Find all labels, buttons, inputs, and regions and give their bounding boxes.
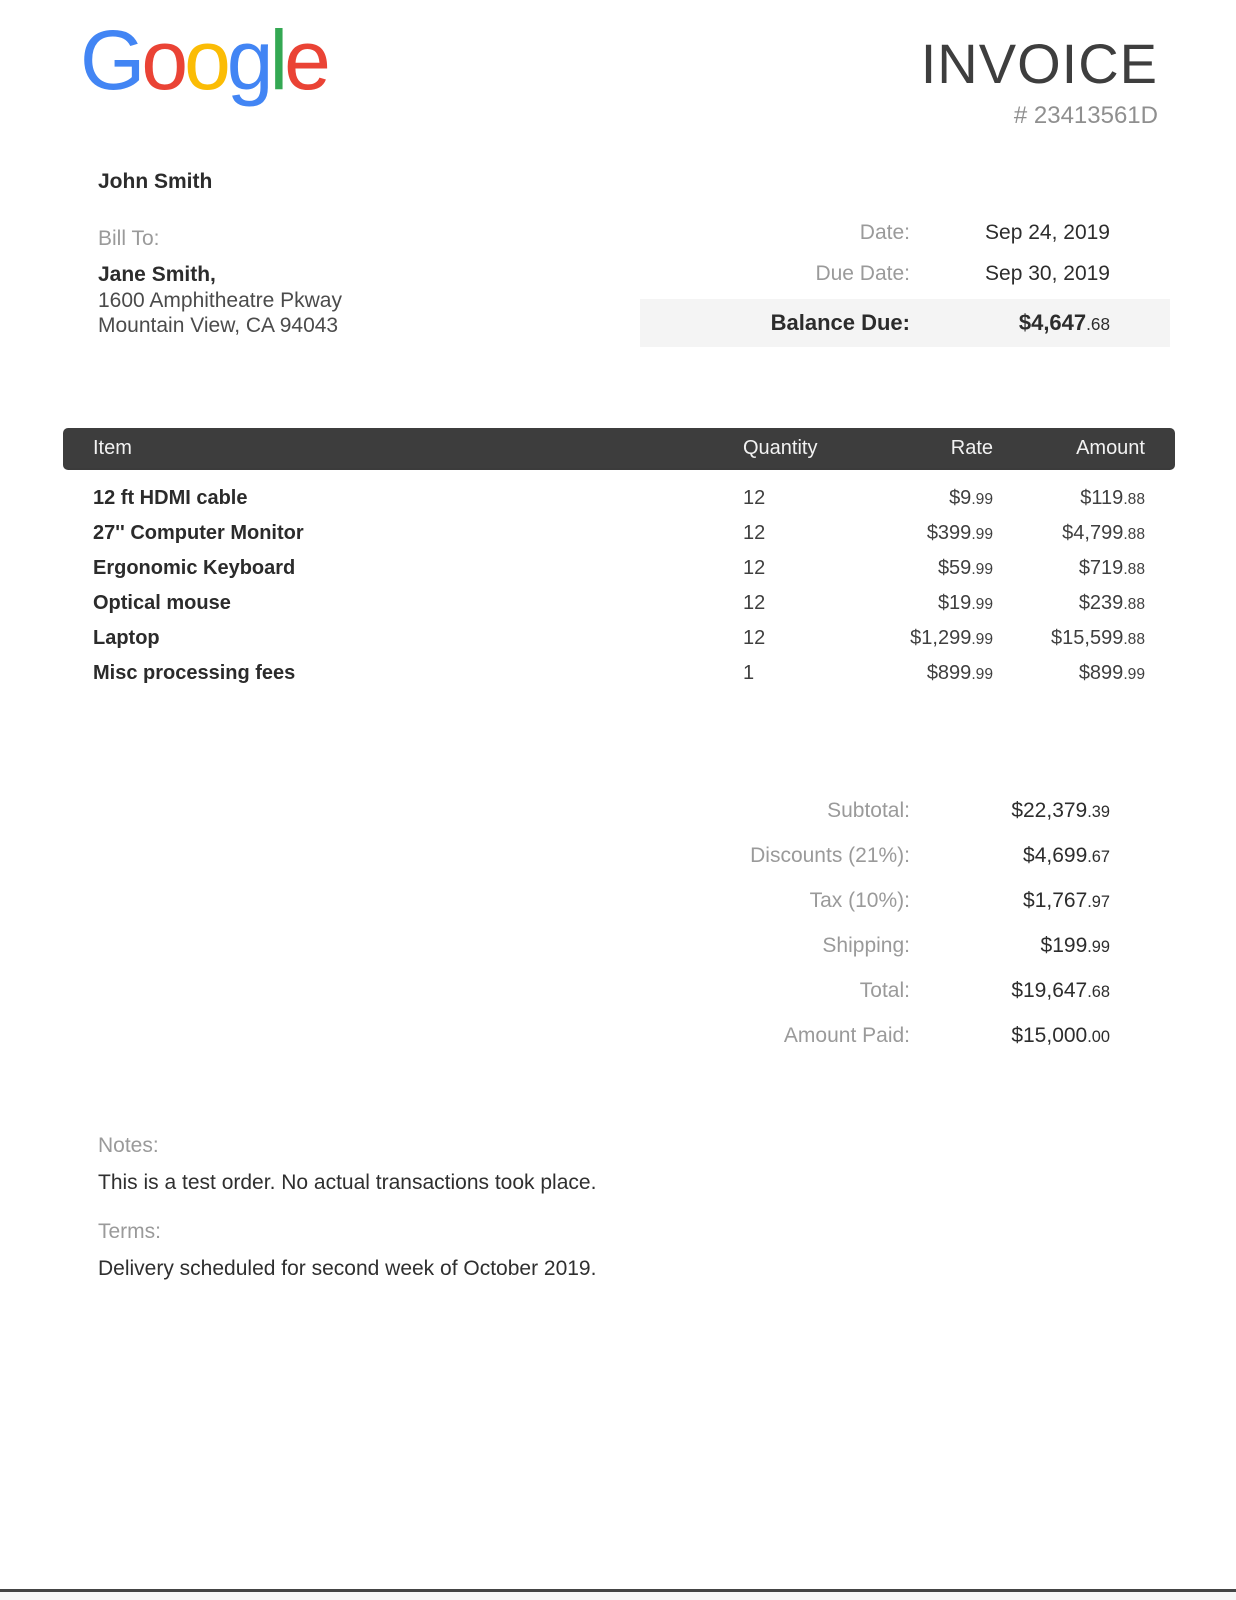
item-quantity: 12 <box>743 627 766 649</box>
total-row <box>640 788 1170 833</box>
table-body <box>63 468 1175 691</box>
logo-letter: l <box>269 13 285 107</box>
logo-letter: e <box>284 13 327 107</box>
item-name: Ergonomic Keyboard <box>93 557 296 579</box>
balance-due-value: $4,647.68 <box>1018 310 1110 335</box>
total-row <box>640 923 1170 968</box>
item-name: 27'' Computer Monitor <box>93 522 304 544</box>
logo-letter: g <box>226 13 270 107</box>
item-name: Laptop <box>93 627 160 649</box>
item-rate: $59.99 <box>937 557 993 579</box>
item-name: 12 ft HDMI cable <box>93 487 248 509</box>
column-header-quantity: Quantity <box>743 436 818 459</box>
table-row <box>93 621 1145 656</box>
item-rate: $1,299.99 <box>910 627 993 649</box>
item-rate: $19.99 <box>937 592 993 614</box>
invoice-number: # 23413561D <box>1013 102 1158 129</box>
date-label: Date: <box>859 220 910 244</box>
column-header-rate: Rate <box>950 436 993 459</box>
logo-letter: G <box>80 13 142 107</box>
bill-to-address-line1: 1600 Amphitheatre Pkway <box>98 289 342 312</box>
balance-due-label: Balance Due: <box>770 310 910 335</box>
due-date-value: Sep 30, 2019 <box>985 261 1110 285</box>
due-date-label: Due Date: <box>815 261 910 285</box>
table-row <box>93 656 1145 691</box>
total-row <box>640 833 1170 878</box>
total-label: Shipping: <box>822 933 910 957</box>
date-row <box>640 212 1170 253</box>
item-amount: $719.88 <box>1078 557 1145 579</box>
notes-terms-section <box>98 1133 596 1281</box>
total-value: $22,379.39 <box>1011 798 1110 822</box>
item-quantity: 1 <box>743 662 755 684</box>
item-rate: $899.99 <box>926 662 993 684</box>
item-rate: $9.99 <box>949 487 993 509</box>
items-table <box>63 428 1175 691</box>
total-value: $19,647.68 <box>1011 978 1110 1002</box>
balance-due-row <box>640 299 1170 347</box>
sender-name: John Smith <box>98 170 213 193</box>
total-value: $199.99 <box>1040 933 1110 957</box>
logo-letter: o <box>184 13 227 107</box>
total-label: Tax (10%): <box>809 888 910 912</box>
total-label: Total: <box>859 978 910 1002</box>
item-amount: $15,599.88 <box>1051 627 1145 649</box>
bill-to-name: Jane Smith, <box>98 263 216 286</box>
table-header <box>63 428 1175 468</box>
totals-section <box>640 788 1170 1058</box>
item-quantity: 12 <box>743 487 766 509</box>
logo-letter: o <box>141 13 185 107</box>
page-title: INVOICE <box>920 32 1158 95</box>
table-row <box>93 551 1145 586</box>
due-date-row <box>640 253 1170 294</box>
item-name: Misc processing fees <box>93 662 296 684</box>
notes-label: Notes: <box>98 1134 159 1157</box>
total-row <box>640 1013 1170 1058</box>
item-name: Optical mouse <box>93 592 231 614</box>
item-amount: $899.99 <box>1078 662 1145 684</box>
bill-to-address-line2: Mountain View, CA 94043 <box>98 314 339 337</box>
item-rate: $399.99 <box>926 522 993 544</box>
bill-to-block <box>98 227 342 338</box>
invoice-summary <box>640 212 1170 347</box>
item-quantity: 12 <box>743 592 766 614</box>
table-row <box>93 481 1145 516</box>
column-header-item: Item <box>93 436 132 459</box>
item-quantity: 12 <box>743 522 766 544</box>
page-tail <box>0 1592 1236 1600</box>
bill-to-label: Bill To: <box>98 227 160 250</box>
item-amount: $239.88 <box>1078 592 1145 614</box>
date-value: Sep 24, 2019 <box>985 220 1110 244</box>
total-value: $4,699.67 <box>1023 843 1110 867</box>
notes-text: This is a test order. No actual transactions took place. <box>98 1171 597 1194</box>
table-row <box>93 516 1145 551</box>
total-label: Discounts (21%): <box>750 843 910 867</box>
total-label: Amount Paid: <box>783 1023 910 1047</box>
terms-label: Terms: <box>98 1220 161 1243</box>
total-label: Subtotal: <box>827 798 910 822</box>
total-value: $1,767.97 <box>1023 888 1110 912</box>
total-row <box>640 968 1170 1013</box>
item-quantity: 12 <box>743 557 766 579</box>
item-amount: $119.88 <box>1080 487 1145 509</box>
google-logo <box>80 14 327 106</box>
item-amount: $4,799.88 <box>1062 522 1145 544</box>
terms-text: Delivery scheduled for second week of October 2019. <box>98 1257 597 1280</box>
invoice-title-block <box>920 32 1158 130</box>
total-row <box>640 878 1170 923</box>
column-header-amount: Amount <box>1076 436 1145 459</box>
total-value: $15,000.00 <box>1011 1023 1110 1047</box>
table-row <box>93 586 1145 621</box>
